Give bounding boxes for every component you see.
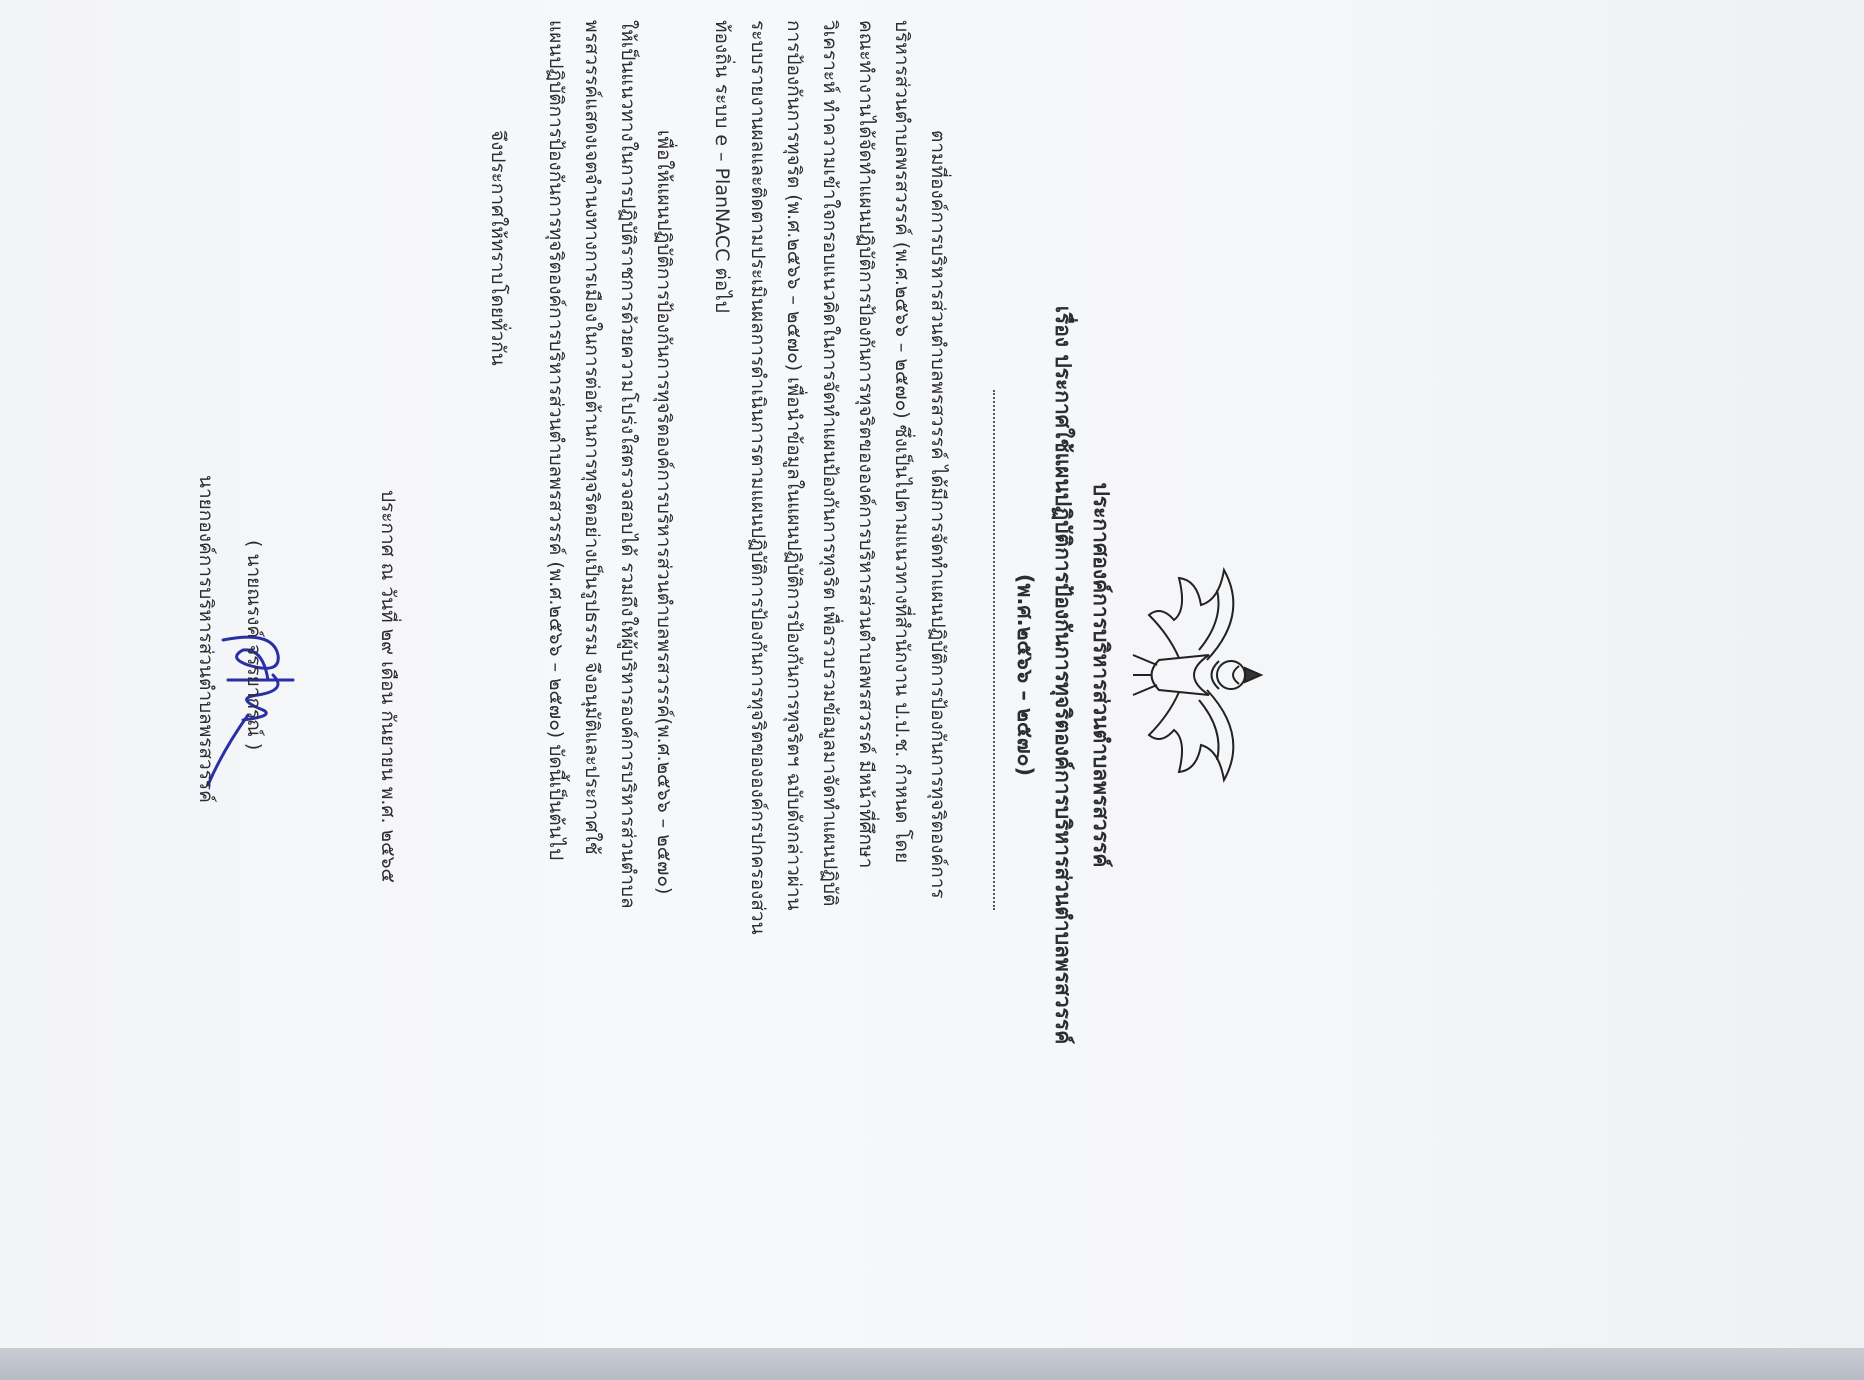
signer-name: ( นายณรงค์ จรรยากรณ์ ) bbox=[243, 540, 265, 751]
period-line: (พ.ศ.๒๕๖๖ – ๒๕๗๐) bbox=[1013, 573, 1037, 777]
body-line: เพื่อให้แผนปฏิบัติการป้องกันการทุจริตองค์การบริหารส่วนตำบลพรสวรรค์(พ.ศ.๒๕๖๖ – ๒๕๗๐) bbox=[653, 130, 675, 895]
announcement-date: ประกาศ ณ วันที่ ๒๙ เดือน กันยายน พ.ศ. ๒๕๖๕ bbox=[377, 490, 399, 883]
body-line: การป้องกันการทุจริต (พ.ศ.๒๕๖๖ – ๒๕๗๐) เพื่อนำข้อมูลในแผนปฏิบัติการป้องกันการทุจริตฯ ฉบับดังกล่าวผ่าน bbox=[783, 20, 805, 911]
body-line: แผนปฏิบัติการป้องกันการทุจริตองค์การบริหารส่วนตำบลพรสวรรค์ (พ.ศ.๒๕๖๖ – ๒๕๗๐) บัดนี้เป็นต้นไป bbox=[545, 20, 567, 861]
body-line: ระบบรายงานผลและติดตามประเมินผลการดำเนินการตามแผนปฏิบัติการป้องกันการทุจริตขององค์กรปกครองส่วน bbox=[747, 20, 769, 935]
body-line: วิเคราะห์ ทำความเข้าใจกรอบแนวคิดในการจัดทำแผนป้องกันการทุจริต เพื่อรวบรวมข้อมูลมาจัดทำแผนปฏิบัติ bbox=[819, 20, 841, 907]
body-line: คณะทำงานได้จัดทำแผนปฏิบัติการป้องกันการทุจริตขององค์การบริหารส่วนตำบลพรสวรรค์ มีหน้าที่ศึกษา bbox=[855, 20, 877, 869]
signer-position: นายกองค์การบริหารส่วนตำบลพรสวรรค์ bbox=[195, 475, 217, 803]
subject-line: เรื่อง ประกาศใช้แผนปฏิบัติการป้องกันการทุจริตองค์การบริหารส่วนตำบลพรสวรรค์ bbox=[1051, 305, 1075, 1045]
dotted-separator bbox=[992, 390, 995, 910]
body-line: ตามที่องค์การบริหารส่วนตำบลพรสวรรค์ ได้มีการจัดทำแผนปฏิบัติการป้องกันการทุจริตองค์การ bbox=[927, 130, 949, 899]
announcement-page bbox=[3, 20, 1303, 1280]
body-line: บริหารส่วนตำบลพรสวรรค์ (พ.ศ.๒๕๖๖ – ๒๕๗๐) ซึ่งเป็นไปตามแนวทางที่สำนักงาน ป.ป.ช. กำหนด โดย bbox=[891, 20, 913, 864]
closing-line: จึงประกาศให้ทราบโดยทั่วกัน bbox=[487, 130, 509, 366]
body-line: พรสวรรค์แสดงเจตจำนงทางการเมืองในการต่อต้านการทุจริตอย่างเป็นรูปธรรม จึงอนุมัติและประกาศใช้ bbox=[581, 20, 603, 855]
garuda-emblem-icon bbox=[1129, 560, 1279, 790]
body-line: ให้เป็นแนวทางในการปฏิบัติราชการด้วยความโปร่งใสตรวจสอบได้ รวมถึงให้ผู้บริหารองค์การบริหารส่วนตำบล bbox=[617, 20, 639, 909]
document-title: ประกาศองค์การบริหารส่วนตำบลพรสวรรค์ bbox=[1089, 482, 1113, 868]
desk-surface bbox=[0, 1348, 1864, 1380]
body-line: ท้องถิ่น ระบบ e – PlanNACC ต่อไป bbox=[711, 20, 733, 313]
